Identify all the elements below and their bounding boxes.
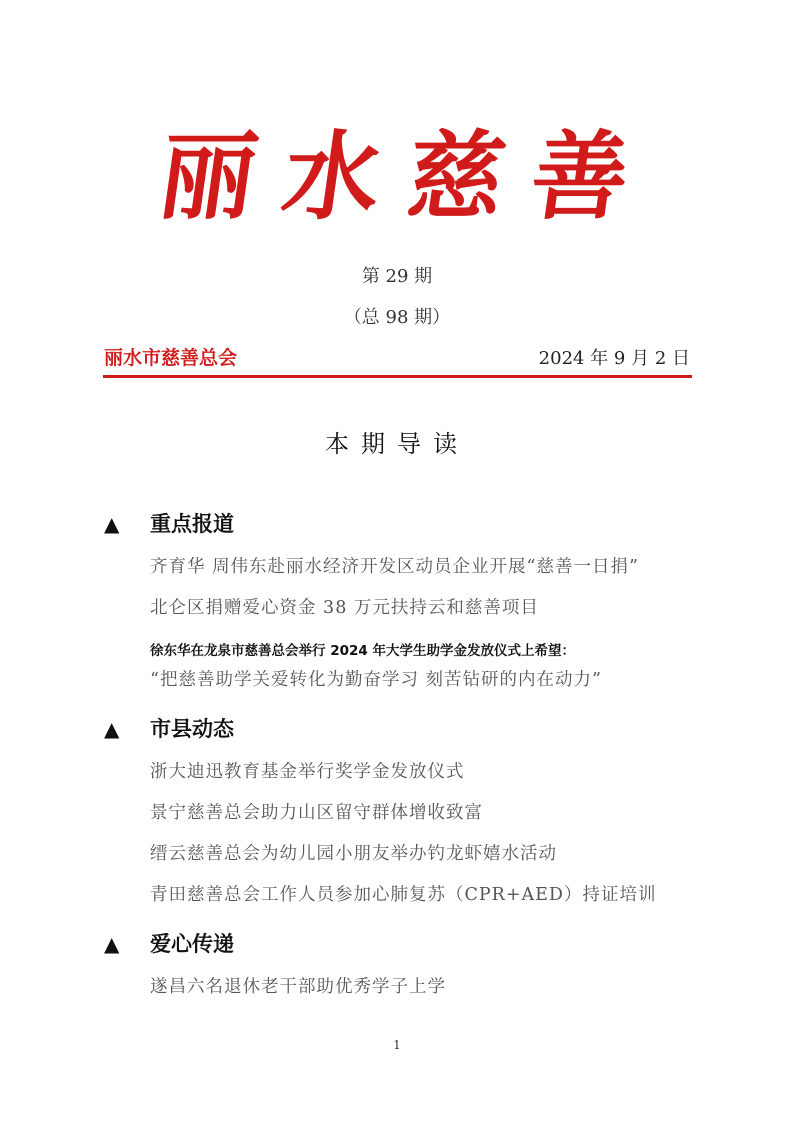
masthead-logo: 丽水慈善 [152,120,665,233]
section-heading-love-delivery [104,928,234,958]
guide-item[interactable]: 景宁慈善总会助力山区留守群体增收致富 [150,803,483,823]
page-number: 1 [393,1038,401,1052]
section-title: 市县动态 [150,717,234,741]
guide-item[interactable]: 缙云慈善总会为幼儿园小朋友举办钓龙虾嬉水活动 [150,844,557,864]
guide-item[interactable]: 齐育华 周伟东赴丽水经济开发区动员企业开展“慈善一日捐” [150,557,639,577]
issue-number: 第 29 期 [361,266,433,287]
header-divider [103,375,692,378]
guide-item[interactable]: “把慈善助学关爱转化为勤奋学习 刻苦钻研的内在动力” [150,670,602,690]
total-issue-number: （总 98 期） [343,307,451,328]
triangle-bullet-icon: ▲ [104,512,120,536]
section-title: 爱心传递 [150,932,234,956]
triangle-bullet-icon: ▲ [104,717,120,741]
section-title: 重点报道 [150,512,234,536]
section-heading-key-reports [104,508,234,538]
organization-name: 丽水市慈善总会 [104,347,238,369]
guide-item[interactable]: 北仑区捐赠爱心资金 38 万元扶持云和慈善项目 [150,598,539,618]
guide-title: 本期导读 [325,430,469,458]
publish-date: 2024 年 9 月 2 日 [538,348,690,369]
guide-item[interactable]: 徐东华在龙泉市慈善总会举行 2024 年大学生助学金发放仪式上希望： [150,643,575,659]
guide-item[interactable]: 青田慈善总会工作人员参加心肺复苏（CPR+AED）持证培训 [150,885,657,905]
section-heading-city-county-news [104,713,234,743]
triangle-bullet-icon: ▲ [104,932,120,956]
guide-item[interactable]: 遂昌六名退休老干部助优秀学子上学 [150,977,446,997]
guide-item[interactable]: 浙大迪迅教育基金举行奖学金发放仪式 [150,762,465,782]
